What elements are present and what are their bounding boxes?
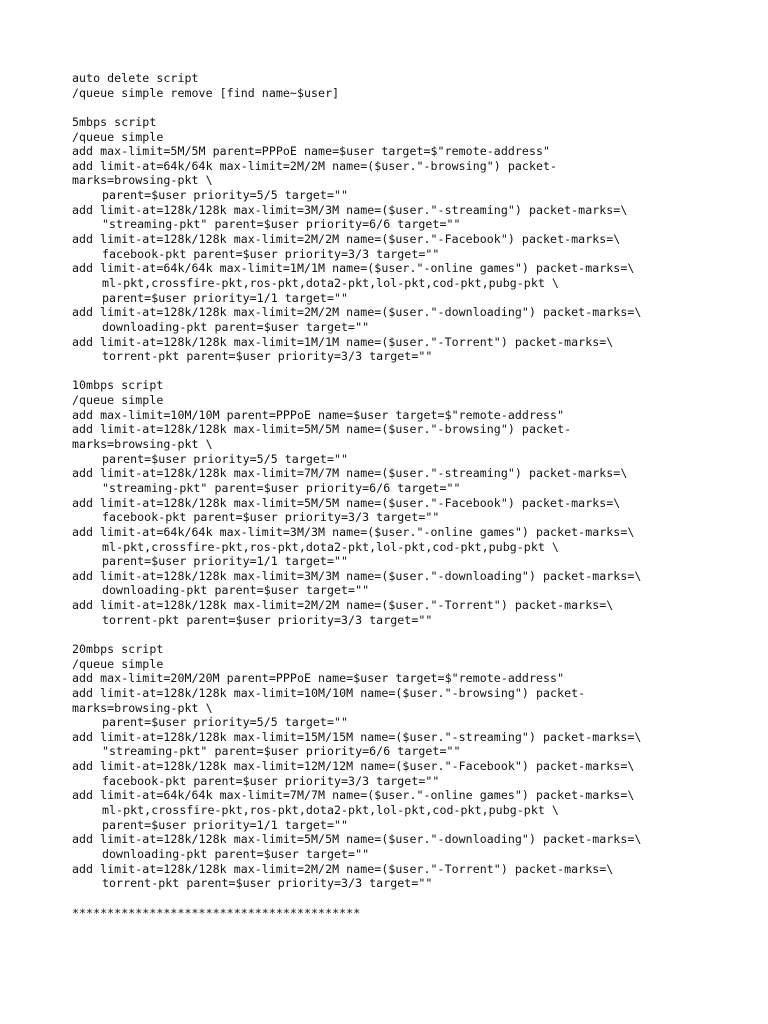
- script-line-continuation: torrent-pkt parent=$user priority=3/3 target="": [102, 876, 433, 891]
- script-line-continuation: ml-pkt,crossfire-pkt,ros-pkt,dota2-pkt,lol-pkt,cod-pkt,pubg-pkt \: [102, 275, 559, 290]
- script-line-continuation: parent=$user priority=5/5 target="": [102, 451, 349, 466]
- script-line-continuation: parent=$user priority=1/1 target="": [102, 817, 349, 832]
- script-line-continuation: downloading-pkt parent=$user target="": [102, 319, 370, 334]
- script-line: add max-limit=5M/5M parent=PPPoE name=$user target=$"remote-address": [72, 144, 551, 159]
- script-line: marks=browsing-pkt \: [72, 437, 213, 452]
- section-heading: 20mbps script: [72, 641, 164, 656]
- script-line: add limit-at=64k/64k max-limit=7M/7M name=($user."-online games") packet-marks=\: [72, 788, 635, 803]
- blank-line: [72, 627, 732, 642]
- script-line: /queue simple: [72, 393, 164, 408]
- blank-line: [72, 100, 732, 115]
- script-line: add limit-at=128k/128k max-limit=12M/12M name=($user."-Facebook") packet-marks=\: [72, 759, 635, 774]
- script-line: add limit-at=128k/128k max-limit=3M/3M name=($user."-downloading") packet-marks=\: [72, 568, 642, 583]
- script-line: add limit-at=128k/128k max-limit=2M/2M name=($user."-Torrent") packet-marks=\: [72, 861, 614, 876]
- script-line-continuation: facebook-pkt parent=$user priority=3/3 target="": [102, 246, 440, 261]
- script-line-continuation: torrent-pkt parent=$user priority=3/3 target="": [102, 612, 433, 627]
- separator-line: *****************************************: [72, 905, 361, 920]
- script-line: add limit-at=128k/128k max-limit=3M/3M name=($user."-streaming") packet-marks=\: [72, 202, 628, 217]
- script-line-continuation: downloading-pkt parent=$user target="": [102, 846, 370, 861]
- script-line-continuation: facebook-pkt parent=$user priority=3/3 target="": [102, 510, 440, 525]
- script-line-continuation: ml-pkt,crossfire-pkt,ros-pkt,dota2-pkt,lol-pkt,cod-pkt,pubg-pkt \: [102, 539, 559, 554]
- script-line: add max-limit=20M/20M parent=PPPoE name=$user target=$"remote-address": [72, 671, 565, 686]
- section-heading: 5mbps script: [72, 114, 157, 129]
- script-line: /queue simple remove [find name~$user]: [72, 85, 340, 100]
- script-line: /queue simple: [72, 129, 164, 144]
- blank-line: [72, 364, 732, 379]
- blank-line: [72, 891, 732, 906]
- script-line: add limit-at=128k/128k max-limit=2M/2M name=($user."-downloading") packet-marks=\: [72, 305, 642, 320]
- script-line: add limit-at=128k/128k max-limit=7M/7M name=($user."-streaming") packet-marks=\: [72, 466, 628, 481]
- script-line: add max-limit=10M/10M parent=PPPoE name=$user target=$"remote-address": [72, 407, 565, 422]
- script-line-continuation: parent=$user priority=1/1 target="": [102, 290, 349, 305]
- script-line: add limit-at=128k/128k max-limit=15M/15M name=($user."-streaming") packet-marks=\: [72, 729, 642, 744]
- script-line-continuation: "streaming-pkt" parent=$user priority=6/6 target="": [102, 217, 461, 232]
- script-line: add limit-at=128k/128k max-limit=1M/1M name=($user."-Torrent") packet-marks=\: [72, 334, 614, 349]
- script-line: add limit-at=128k/128k max-limit=2M/2M name=($user."-Torrent") packet-marks=\: [72, 598, 614, 613]
- script-line-continuation: "streaming-pkt" parent=$user priority=6/6 target="": [102, 480, 461, 495]
- script-line-continuation: parent=$user priority=5/5 target="": [102, 188, 349, 203]
- script-line: add limit-at=128k/128k max-limit=5M/5M name=($user."-browsing") packet-: [72, 422, 572, 437]
- script-line: auto delete script: [72, 71, 199, 85]
- script-line-continuation: parent=$user priority=1/1 target="": [102, 554, 349, 569]
- script-line-continuation: facebook-pkt parent=$user priority=3/3 target="": [102, 773, 440, 788]
- script-line-continuation: torrent-pkt parent=$user priority=3/3 target="": [102, 349, 433, 364]
- script-line-continuation: parent=$user priority=5/5 target="": [102, 715, 349, 730]
- script-line: add limit-at=128k/128k max-limit=5M/5M name=($user."-Facebook") packet-marks=\: [72, 495, 621, 510]
- script-line: add limit-at=128k/128k max-limit=5M/5M name=($user."-downloading") packet-marks=\: [72, 832, 642, 847]
- script-line-continuation: ml-pkt,crossfire-pkt,ros-pkt,dota2-pkt,lol-pkt,cod-pkt,pubg-pkt \: [102, 803, 559, 818]
- script-line: add limit-at=64k/64k max-limit=3M/3M name=($user."-online games") packet-marks=\: [72, 524, 635, 539]
- script-line: add limit-at=128k/128k max-limit=2M/2M name=($user."-Facebook") packet-marks=\: [72, 232, 621, 247]
- script-line: add limit-at=64k/64k max-limit=2M/2M name=($user."-browsing") packet-: [72, 158, 558, 173]
- script-line: add limit-at=64k/64k max-limit=1M/1M name=($user."-online games") packet-marks=\: [72, 261, 635, 276]
- script-line: marks=browsing-pkt \: [72, 700, 213, 715]
- section-heading: 10mbps script: [72, 378, 164, 393]
- script-line: add limit-at=128k/128k max-limit=10M/10M name=($user."-browsing") packet-: [72, 685, 586, 700]
- script-line-continuation: "streaming-pkt" parent=$user priority=6/6 target="": [102, 744, 461, 759]
- script-line: marks=browsing-pkt \: [72, 173, 213, 188]
- script-text-block: [72, 71, 732, 920]
- script-line-continuation: downloading-pkt parent=$user target="": [102, 583, 370, 598]
- script-line: /queue simple: [72, 656, 164, 671]
